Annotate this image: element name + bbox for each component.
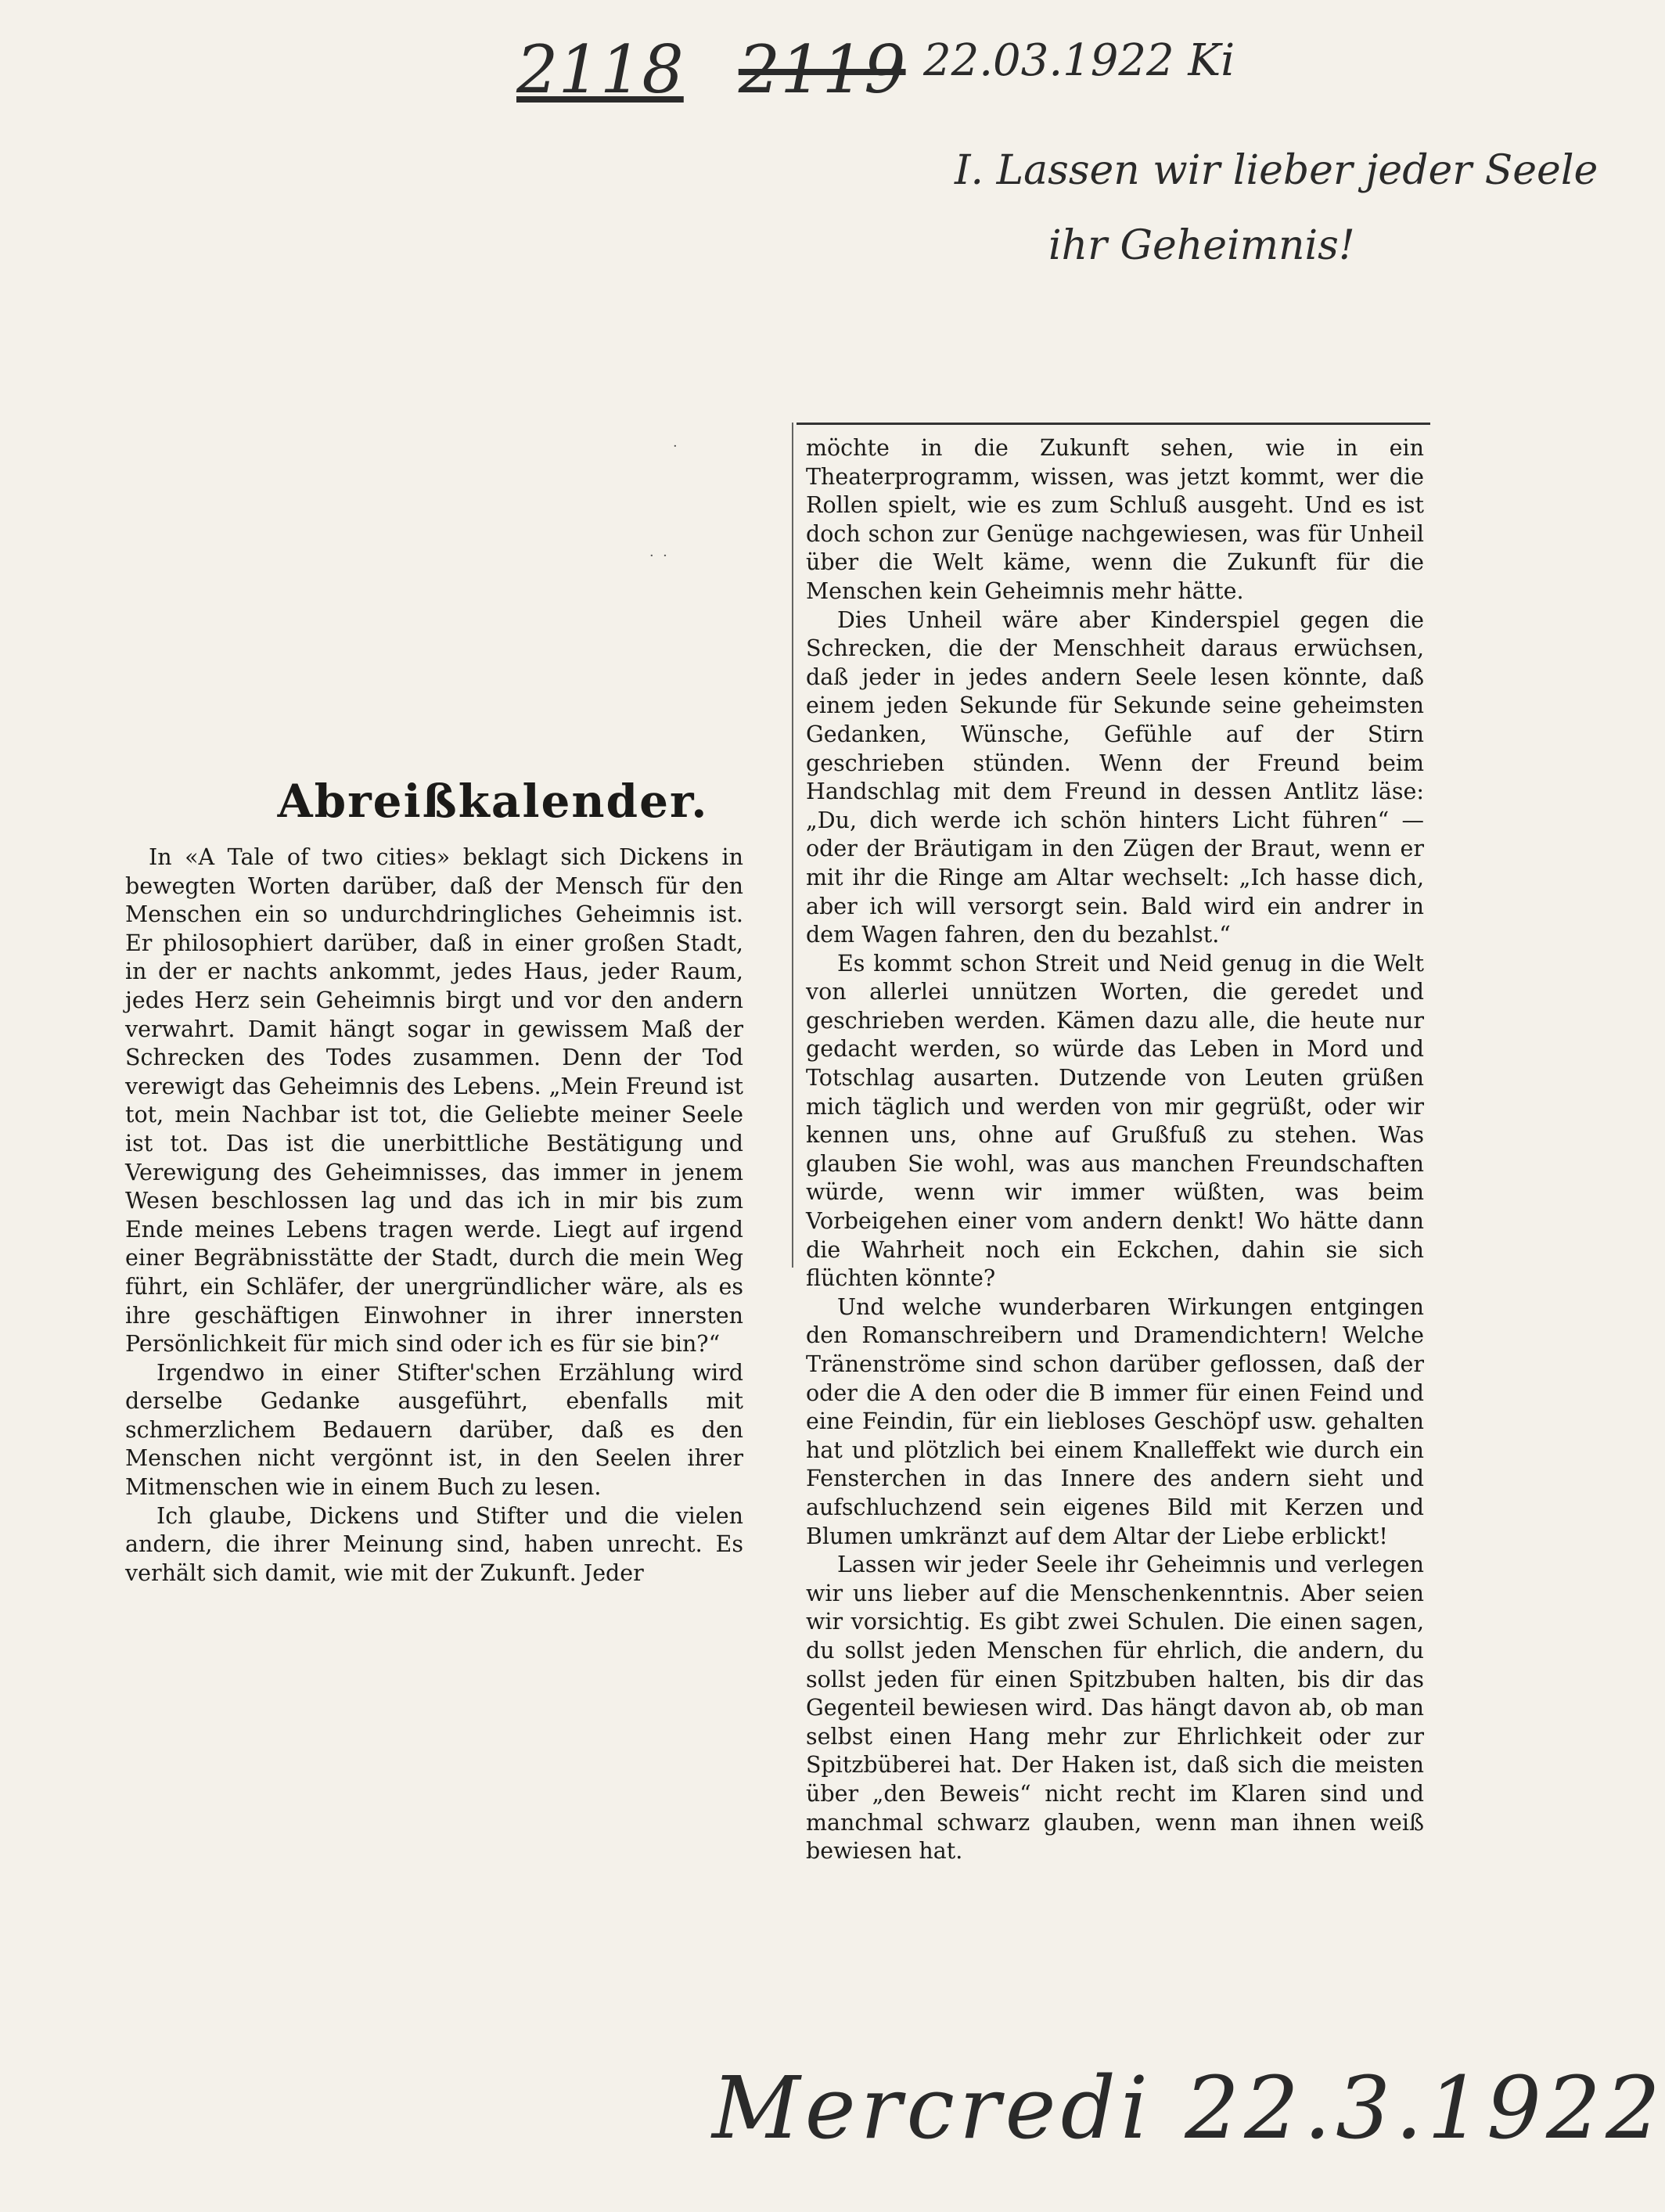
handwritten-note xyxy=(955,133,1598,283)
archive-number-1: 2118 xyxy=(516,31,684,108)
archive-numbers xyxy=(516,31,906,108)
article-column-1 xyxy=(125,843,743,1588)
paragraph: Dies Unheil wäre aber Kinderspiel gegen die Schrecken, die der Menschheit daraus erwüchsen, daß jeder in jedes andern Seele lesen könnte, daß einem jeden Sekunde für Sekunde seine geheimsten Gedanken, Wünsche, Gefühle auf der Stirn geschrieben stünden. Wenn der Freund beim Handschlag mit dem Freund in dessen Antlitz läse: „Du, dich werde ich schön hinters Licht führen“ — oder der Bräutigam in den Zügen der Braut, wenn er mit ihr die Ringe am Altar wechselt: „Ich hasse dich, aber ich will versorgt sein. Bald wird ein andrer in dem Wagen fahren, den du bezahlst.“ xyxy=(806,606,1424,948)
note-line-2: ihr Geheimnis! xyxy=(1048,222,1355,269)
article-column-2 xyxy=(806,434,1424,1866)
paragraph: Und welche wunderbaren Wirkungen entgingen den Romanschreibern und Dramendichtern! Welche Tränenströme sind schon darüber geflossen, daß der oder die A den oder die B immer für einen Feind und eine Feindin, für ein liebloses Geschöpf usw. gehalten hat und plötzlich bei einem Knalleffekt wie durch ein Fensterchen in das Innere des andern sieht und aufschluchzend sein eigenes Bild mit Kerzen und Blumen umkränzt auf dem Altar der Liebe erblickt! xyxy=(806,1293,1424,1549)
archive-number-2: 2119 xyxy=(738,31,906,108)
paragraph: Irgendwo in einer Stifter'schen Erzählung wird derselbe Gedanke ausgeführt, ebenfalls mit schmerzlichem Bedauern darüber, daß es den Menschen nicht vergönnt ist, in den Seelen ihrer Mitmenschen wie in einem Buch zu lesen. xyxy=(125,1359,743,1501)
scan-specks: · xyxy=(673,438,678,455)
paragraph: möchte in die Zukunft sehen, wie in ein Theaterprogramm, wissen, was jetzt kommt, wer die Rollen spielt, wie es zum Schluß ausgeht. Und es ist doch schon zur Genüge nachgewiesen, was für Unheil über die Welt käme, wenn die Zukunft für die Menschen kein Geheimnis mehr hätte. xyxy=(806,435,1424,604)
paragraph: Lassen wir jeder Seele ihr Geheimnis und verlegen wir uns lieber auf die Menschenkenntnis. Aber seien wir vorsichtig. Es gibt zwei Schulen. Die einen sagen, du sollst jeden Menschen für ehrlich, die andern, du sollst jeden für einen Spitzbuben halten, bis dir das Gegenteil bewiesen wird. Das hängt davon ab, ob man selbst einen Hang mehr zur Ehrlichkeit oder zur Spitzbüberei hat. Der Haken ist, daß sich die meisten über „den Beweis“ nicht recht im Klaren sind und manchmal schwarz glauben, wenn man ihnen weiß bewiesen hat. xyxy=(806,1552,1424,1865)
column-top-rule xyxy=(797,423,1430,425)
column-divider xyxy=(792,423,793,1268)
handwritten-bottom-date: Mercredi 22.3.1922 xyxy=(712,2058,1665,2158)
paragraph: Es kommt schon Streit und Neid genug in die Welt von allerlei unnützen Worten, die geredet und geschrieben werden. Kämen dazu alle, die heute nur gedacht werden, so würde das Leben in Mord und Totschlag ausarten. Dutzende von Leuten grüßen mich täglich und werden von mir gegrüßt, oder wir kennen uns, ohne auf Grußfuß zu stehen. Was glauben Sie wohl, was aus manchen Freundschaften würde, wenn wir immer wüßten, was beim Vorbeigehen einer vom andern denkt! Wo hätte dann die Wahrheit noch ein Eckchen, dahin sie sich flüchten könnte? xyxy=(806,950,1424,1292)
paragraph: Ich glaube, Dickens und Stifter und die vielen andern, die ihrer Meinung sind, haben unrecht. Es verhält sich damit, wie mit der Zukunft. Jeder xyxy=(125,1502,743,1586)
note-line-1: I. Lassen wir lieber jeder Seele xyxy=(955,147,1598,194)
paragraph: In «A Tale of two cities» beklagt sich Dickens in bewegten Worten darüber, daß der Mensch für den Menschen ein so undurchdringliches Geheimnis ist. Er philosophiert darüber, daß in einer großen Stadt, in der er nachts ankommt, jedes Haus, jeder Raum, jedes Herz sein Geheimnis birgt und vor den andern verwahrt. Damit hängt sogar in gewissem Maß der Schrecken des Todes zusammen. Denn der Tod verewigt das Geheimnis des Lebens. „Mein Freund ist tot, mein Nachbar ist tot, die Geliebte meiner Seele ist tot. Das ist die unerbittliche Bestätigung und Verewigung des Geheimnisses, das immer in jenem Wesen beschlossen lag und das ich in mir bis zum Ende meines Lebens tragen werde. Liegt auf irgend einer Begräbnisstätte der Stadt, durch die mein Weg führt, ein Schläfer, der unergründlicher wäre, als es ihre geschäftigen Einwohner in ihrer innersten Persönlichkeit für mich sind oder ich es für sie bin?“ xyxy=(125,844,743,1358)
article-title: Abreißkalender. xyxy=(277,775,709,828)
scan-specks: · · xyxy=(649,548,667,564)
handwritten-date: 22.03.1922 Ki xyxy=(923,35,1235,86)
